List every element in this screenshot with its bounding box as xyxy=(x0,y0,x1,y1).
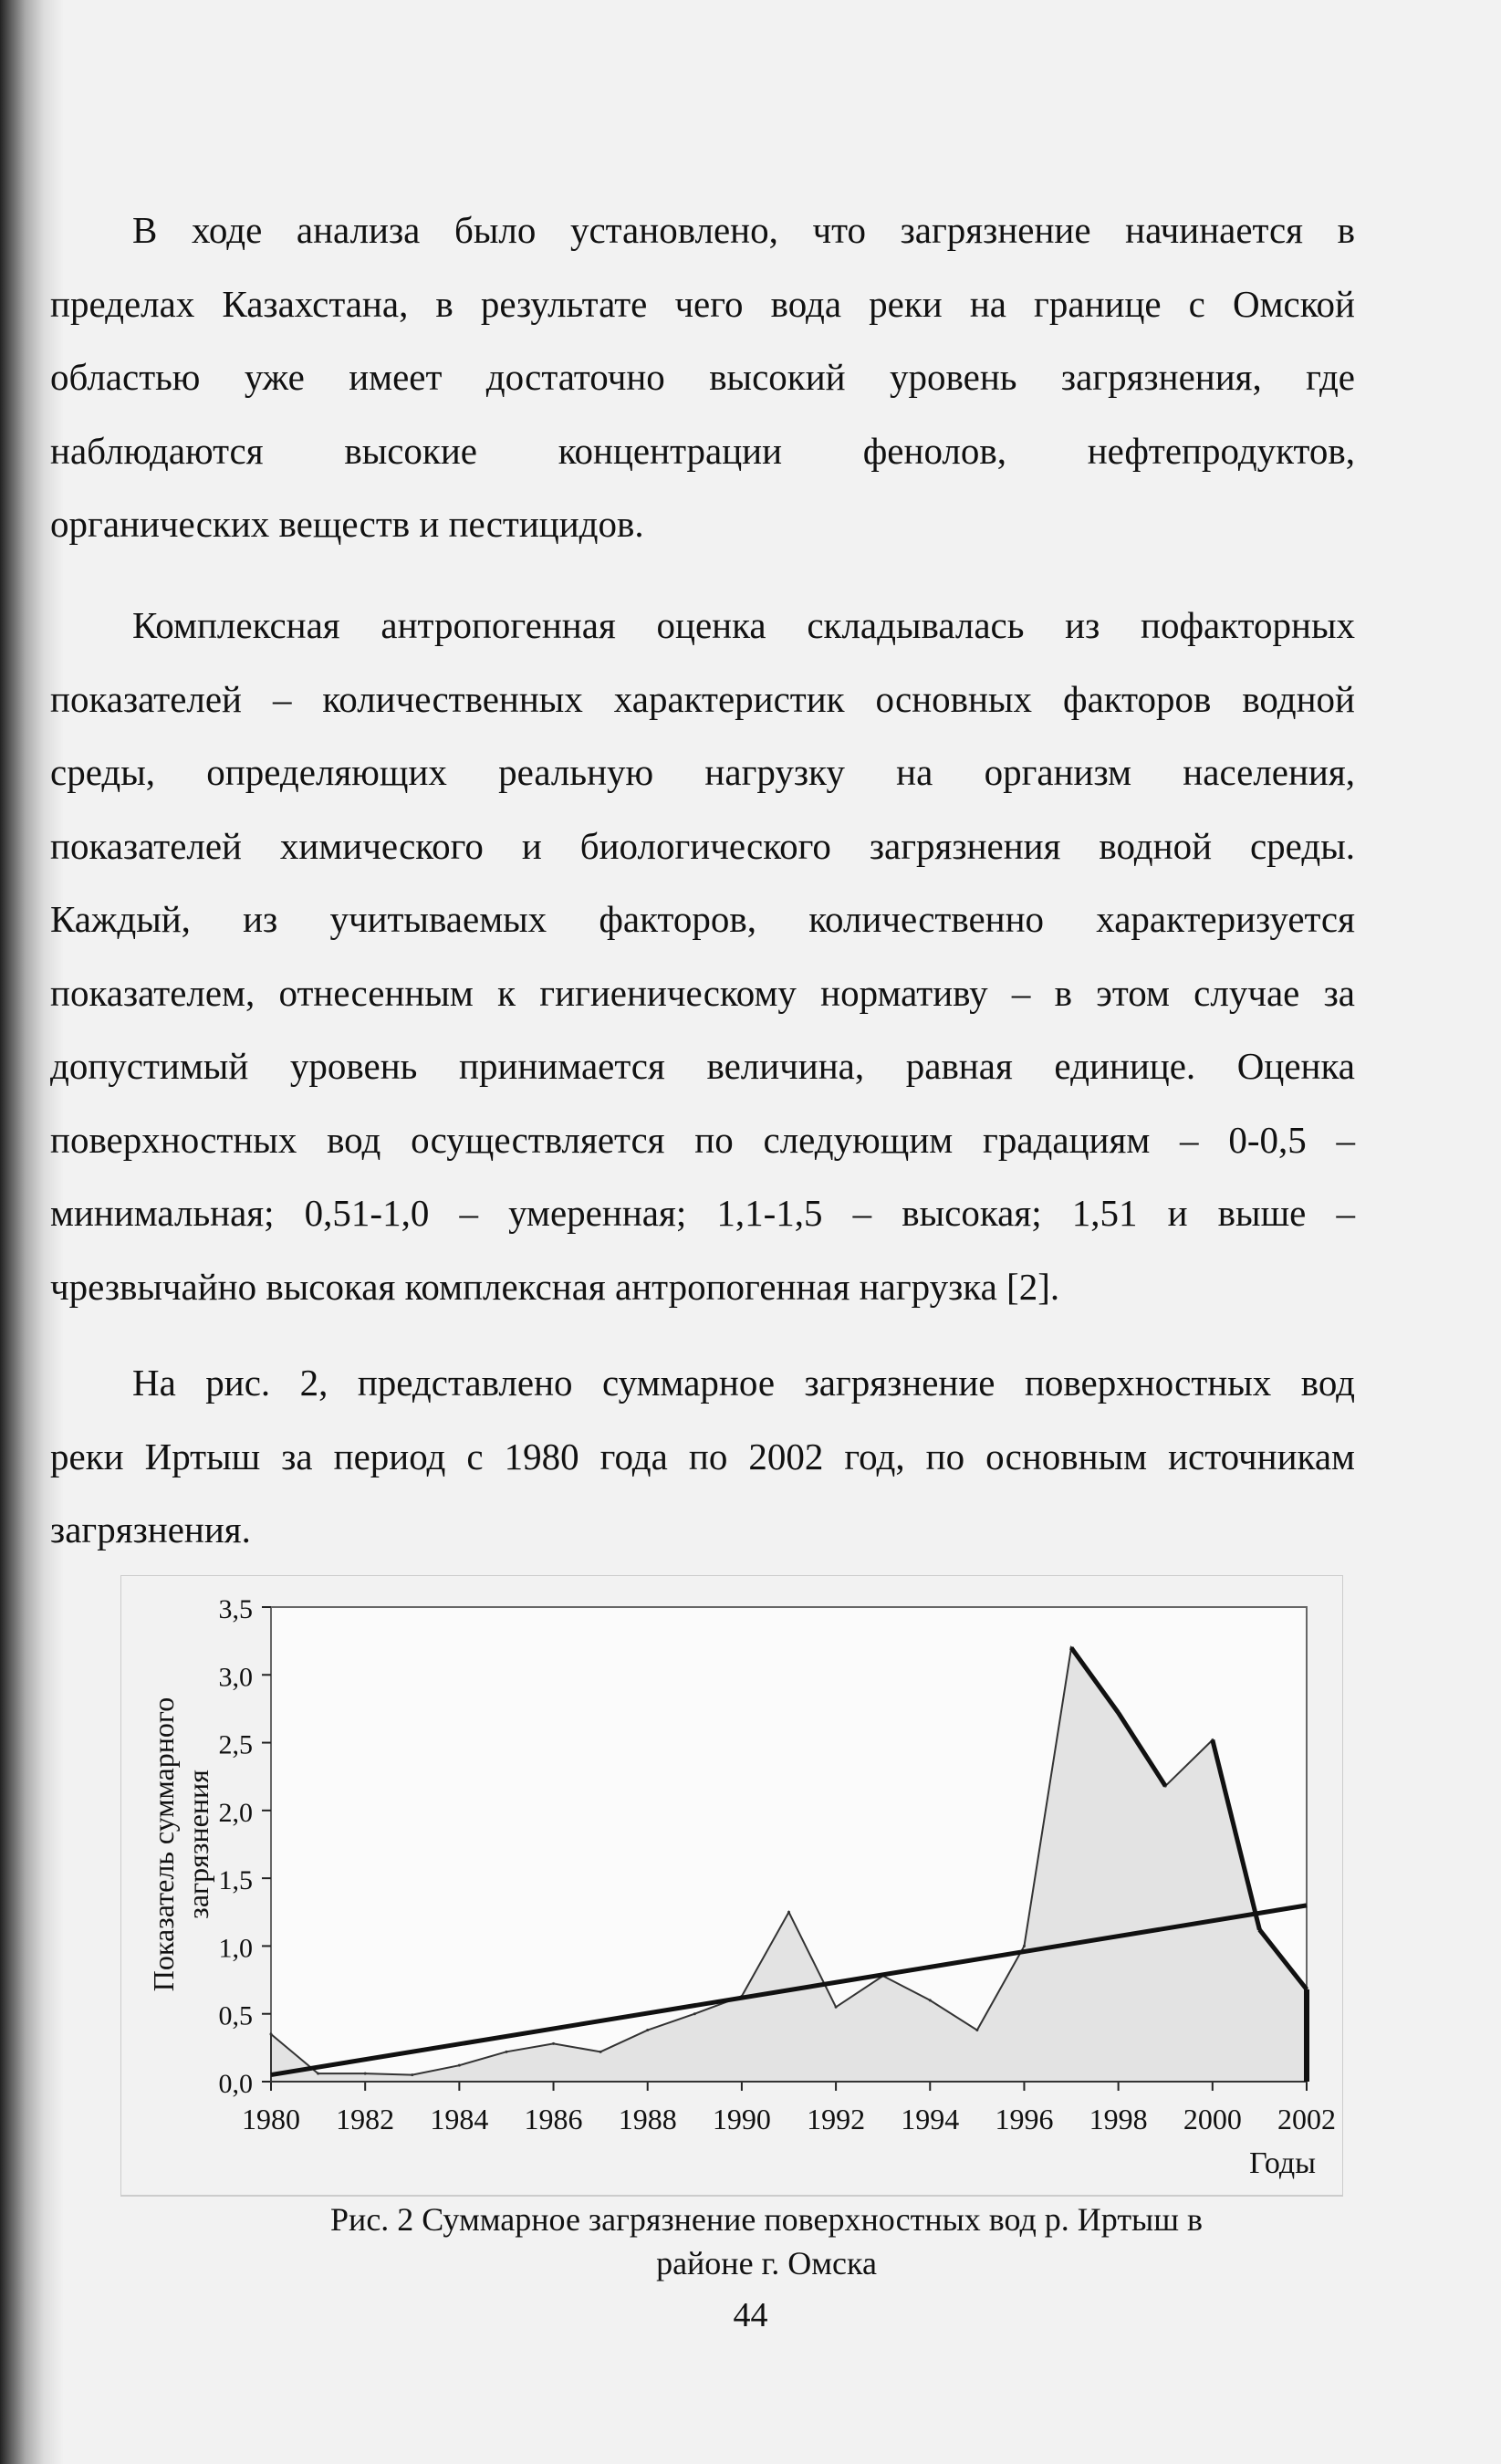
x-tick-label: 1998 xyxy=(1089,2103,1148,2135)
text-line: допустимый уровень принимается величина, равная единице. Оценка xyxy=(50,1045,1355,1087)
text-line: реки Иртыш за период с 1980 года по 2002 год, по основным источникам xyxy=(50,1435,1355,1477)
pollution-chart xyxy=(120,1575,1343,2214)
data-point xyxy=(552,2042,555,2045)
text-line: Комплексная антропогенная оценка складывалась из пофакторных xyxy=(132,604,1355,646)
y-tick-label: 0,5 xyxy=(218,2000,253,2031)
text-line: органических веществ и пестицидов. xyxy=(50,503,644,545)
x-axis-label: Годы xyxy=(1249,2146,1316,2180)
x-tick-label: 1980 xyxy=(242,2103,300,2135)
figure-2 xyxy=(120,1575,1343,2287)
y-axis-label: Показатель суммарногозагрязнения xyxy=(147,1697,214,1992)
paragraph-3 xyxy=(50,1346,1355,1567)
data-point xyxy=(787,1911,790,1914)
text-line: минимальная; 0,51-1,0 – умеренная; 1,1-1,5 – высокая; 1,51 и выше – xyxy=(50,1192,1355,1234)
x-tick-label: 1992 xyxy=(807,2103,866,2135)
y-tick-label: 3,5 xyxy=(218,1594,253,1624)
text-line: наблюдаются высокие концентрации фенолов, нефтепродуктов, xyxy=(50,429,1355,472)
text-line: показателей – количественных характеристик основных факторов водной xyxy=(50,677,1355,720)
data-point xyxy=(599,2051,602,2053)
text-line: Каждый, из учитываемых факторов, количественно характеризуется xyxy=(50,898,1355,940)
x-tick-label: 1982 xyxy=(336,2103,395,2135)
paragraph-1 xyxy=(50,193,1355,561)
text-line: поверхностных вод осуществляется по следующим градациям – 0-0,5 – xyxy=(50,1118,1355,1161)
x-tick-label: 1988 xyxy=(618,2103,677,2135)
data-point xyxy=(693,2012,696,2015)
caption-line-2: районе г. Омска xyxy=(656,2245,877,2281)
figure-caption xyxy=(274,2198,1259,2285)
y-tick-label: 1,0 xyxy=(218,1933,253,1964)
x-tick-label: 1994 xyxy=(901,2103,960,2135)
text-line: В ходе анализа было установлено, что загрязнение начинается в xyxy=(132,209,1355,251)
y-tick-label: 2,5 xyxy=(218,1729,253,1760)
data-point xyxy=(317,2072,319,2075)
paragraph-2 xyxy=(50,589,1355,1323)
x-tick-label: 1990 xyxy=(712,2103,771,2135)
x-tick-label: 1996 xyxy=(995,2103,1054,2135)
x-tick-label: 2000 xyxy=(1183,2103,1242,2135)
y-tick-label: 3,0 xyxy=(218,1662,253,1693)
data-point xyxy=(835,2006,838,2009)
text-line: пределах Казахстана, в результате чего вода реки на границе с Омской xyxy=(50,282,1355,325)
x-tick-label: 1986 xyxy=(524,2103,583,2135)
y-tick-label: 2,0 xyxy=(218,1797,253,1828)
text-line: среды, определяющих реальную нагрузку на организм населения, xyxy=(50,751,1355,793)
data-point xyxy=(975,2029,978,2031)
y-tick-label: 1,5 xyxy=(218,1865,253,1896)
text-line: На рис. 2, представлено суммарное загрязнение поверхностных вод xyxy=(132,1362,1355,1404)
text-line: чрезвычайно высокая комплексная антропогенная нагрузка [2]. xyxy=(50,1265,1060,1308)
data-point xyxy=(505,2051,507,2053)
data-point xyxy=(364,2072,367,2075)
caption-line-1: Рис. 2 Суммарное загрязнение поверхностных вод р. Иртыш в xyxy=(330,2201,1203,2238)
text-line: показателем, отнесенным к гигиеническому нормативу – в этом случае за xyxy=(50,971,1355,1014)
text-line: областью уже имеет достаточно высокий уровень загрязнения, где xyxy=(50,356,1355,398)
data-point xyxy=(646,2029,649,2031)
y-tick-label: 0,0 xyxy=(218,2069,253,2099)
data-point xyxy=(1023,1945,1026,1947)
page-number: 44 xyxy=(733,2296,768,2334)
text-line: загрязнения. xyxy=(50,1509,251,1550)
data-point xyxy=(411,2073,413,2076)
text-line: показателей химического и биологического загрязнения водной среды. xyxy=(50,824,1355,867)
data-point xyxy=(929,1999,932,2001)
x-tick-label: 1984 xyxy=(430,2103,489,2135)
x-tick-label: 2002 xyxy=(1277,2103,1336,2135)
data-point xyxy=(270,2033,273,2036)
data-point xyxy=(458,2064,461,2067)
